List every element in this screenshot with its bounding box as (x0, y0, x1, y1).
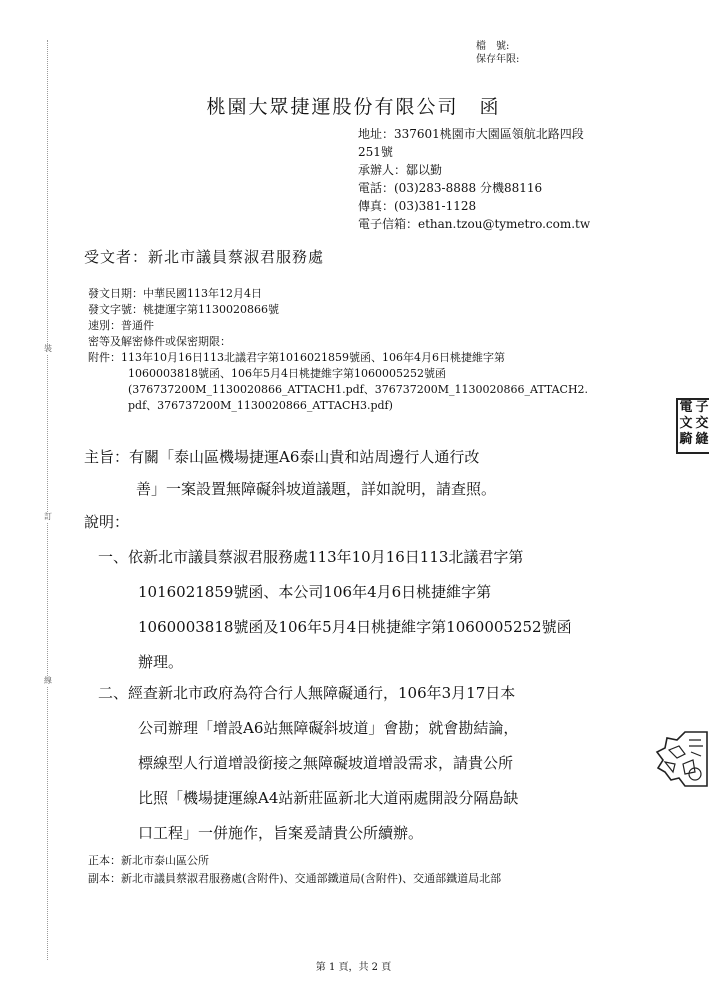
address-line-1: 地址：337601桃園市大園區領航北路四段 (358, 127, 584, 141)
attachments-line-3: (376737200M_1130020866_ATTACH1.pdf、376737200M_1130020866_ATTACH2. (128, 383, 589, 396)
subject-line-1: 主旨：有關「泰山區機場捷運A6泰山貴和站周邊行人通行改 (84, 448, 480, 466)
handler: 承辦人：鄒以勤 (358, 163, 443, 177)
binding-mark-xian: 線 (44, 676, 52, 685)
copy-recipients: 副本：新北市議員蔡淑君服務處(含附件)、交通部鐵道局(含附件)、交通部鐵道局北部 (88, 872, 502, 885)
phone: 電話：(03)283-8888 分機88116 (358, 181, 543, 195)
file-info (476, 40, 519, 66)
secrecy-level: 密等及解密條件或保密期限： (88, 335, 231, 348)
fax: 傳真：(03)381-1128 (358, 199, 477, 213)
seam-seal-icon (655, 728, 707, 790)
address-line-2: 251號 (358, 145, 393, 159)
file-number-label: 檔 號: (476, 41, 510, 52)
page-number: 第 1 頁，共 2 頁 (315, 962, 392, 973)
description-item-1 (98, 540, 658, 680)
item-1-line-2: 1016021859號函、本公司106年4月6日桃捷維字第 (138, 583, 492, 601)
stamp-char: 子 (695, 400, 709, 415)
item-1-line-4: 辦理。 (138, 653, 184, 671)
item-2-line-2: 公司辦理「增設A6站無障礙斜坡道」會勘；就會勘結論， (138, 719, 519, 737)
distribution-list (88, 852, 668, 888)
main-recipient: 正本：新北市泰山區公所 (88, 854, 209, 867)
electronic-delivery-stamp (676, 398, 709, 454)
stamp-char: 交 (695, 416, 709, 431)
binding-mark-ding: 訂 (44, 512, 52, 521)
binding-line (47, 40, 48, 960)
attachments-line-1: 附件：113年10月16日113北議君字第1016021859號函、106年4月6日桃捷維字第 (88, 351, 505, 364)
delivery-speed: 速別：普通件 (88, 319, 154, 332)
subject (84, 441, 644, 505)
description-item-2 (98, 676, 658, 851)
issue-date: 發文日期：中華民國113年12月4日 (88, 287, 262, 300)
stamp-char: 電 (679, 400, 693, 415)
attachments-line-2: 1060003818號函、106年5月4日桃捷維字第1060005252號函 (128, 367, 446, 380)
contact-block (358, 125, 648, 233)
item-2-line-1: 二、經查新北市政府為符合行人無障礙通行，106年3月17日本 (98, 684, 516, 702)
item-2-line-5: 口工程」一併施作，旨案爰請貴公所續辦。 (138, 824, 424, 842)
organization-title: 桃園大眾捷運股份有限公司 函 (206, 96, 501, 118)
description-label: 說明： (84, 513, 130, 531)
stamp-char: 騎 (679, 432, 693, 447)
item-2-line-3: 標線型人行道增設銜接之無障礙坡道增設需求，請貴公所 (138, 754, 514, 772)
stamp-char: 縫 (695, 432, 709, 447)
recipient: 受文者：新北市議員蔡淑君服務處 (84, 248, 325, 266)
email: 電子信箱：ethan.tzou@tymetro.com.tw (358, 217, 591, 231)
document-meta (88, 286, 648, 414)
stamp-char: 文 (679, 416, 693, 431)
item-1-line-3: 1060003818號函及106年5月4日桃捷維字第1060005252號函 (138, 618, 572, 636)
item-1-line-1: 一、依新北市議員蔡淑君服務處113年10月16日113北議君字第 (98, 548, 524, 566)
retention-period-label: 保存年限: (476, 54, 520, 65)
document-number: 發文字號：桃捷運字第1130020866號 (88, 303, 279, 316)
attachments-line-4: pdf、376737200M_1130020866_ATTACH3.pdf) (128, 399, 393, 412)
subject-line-2: 善」一案設置無障礙斜坡道議題，詳如說明，請查照。 (136, 480, 497, 498)
item-2-line-4: 比照「機場捷運線A4站新莊區新北大道兩處開設分隔島缺 (138, 789, 519, 807)
binding-mark-zhuang: 裝 (44, 344, 52, 353)
